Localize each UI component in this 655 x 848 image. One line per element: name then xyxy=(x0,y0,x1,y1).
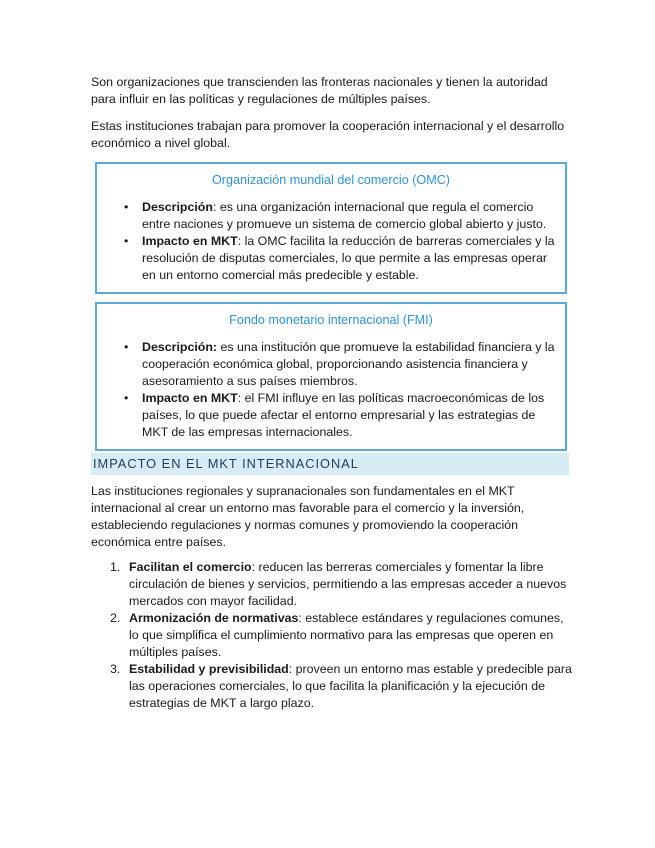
bullet-icon: • xyxy=(124,340,129,354)
list-number: 1. xyxy=(110,560,121,574)
item-text: es una institución que promueve la estabilidad financiera y la cooperación económica global, proporcionando asistencia financiera y asesoramiento a sus países miembros. xyxy=(142,340,555,388)
impact-numbered-list xyxy=(91,559,573,712)
list-item xyxy=(91,661,573,712)
intro-paragraph-2: Estas instituciones trabajan para promover la cooperación internacional y el desarrollo económico a nivel global. xyxy=(91,119,565,150)
bullet-icon: • xyxy=(124,200,129,214)
omc-box-title: Organización mundial del comercio (OMC) xyxy=(212,173,450,187)
omc-box xyxy=(95,162,567,294)
list-item xyxy=(91,610,573,661)
list-number: 2. xyxy=(110,611,121,625)
bullet-icon: • xyxy=(124,391,129,405)
list-number: 3. xyxy=(110,662,121,676)
bullet-icon: • xyxy=(124,234,129,248)
item-label: Descripción: xyxy=(142,340,218,354)
omc-impact-item xyxy=(107,233,555,284)
fmi-bullet-list xyxy=(107,339,555,441)
item-text: : la OMC facilita la reducción de barreras comerciales y la resolución de disputas comerciales, lo que permite a las empresas operar en un entorno comercial más predecible y estable. xyxy=(142,234,555,282)
item-text: : reducen las berreras comerciales y fomentar la libre circulación de bienes y servicios, permitiendo a las empresas acceder a nuevos mercados con mayor facilidad. xyxy=(129,560,567,608)
fmi-impact-item xyxy=(107,390,555,441)
omc-description-item xyxy=(107,199,555,233)
fmi-box xyxy=(95,302,567,451)
item-label: Descripción xyxy=(142,200,213,214)
list-item xyxy=(91,559,573,610)
fmi-box-title: Fondo monetario internacional (FMI) xyxy=(229,313,433,327)
intro-paragraph-1: Son organizaciones que transcienden las fronteras nacionales y tienen la autoridad para influir en las políticas y regulaciones de múltiples países. xyxy=(91,75,548,106)
item-label: Impacto en MKT xyxy=(142,234,238,248)
item-label: Impacto en MKT xyxy=(142,391,238,405)
item-text: : establece estándares y regulaciones comunes, lo que simplifica el cumplimiento normativo para las empresas que operen en múltiples países. xyxy=(129,611,564,659)
item-text: : el FMI influye en las políticas macroeconómicas de los países, lo que puede afectar el entorno empresarial y las estrategias de MKT de las empresas internacionales. xyxy=(142,391,545,439)
section-heading: IMPACTO EN EL MKT INTERNACIONAL xyxy=(91,453,569,475)
item-label: Armonización de normativas xyxy=(129,611,299,625)
item-text: : es una organización internacional que regula el comercio entre naciones y promueve un sistema de comercio global abierto y justo. xyxy=(142,200,547,231)
omc-bullet-list xyxy=(107,199,555,284)
item-label: Estabilidad y previsibilidad xyxy=(129,662,289,676)
item-label: Facilitan el comercio xyxy=(129,560,252,574)
section-body-paragraph: Las instituciones regionales y supranacionales son fundamentales en el MKT internacional al crear un entorno mas favorable para el comercio y la inversión, estableciendo regulaciones y normas comunes y promoviendo la cooperación económica entre países. xyxy=(91,484,525,549)
fmi-description-item xyxy=(107,339,555,390)
item-text: : proveen un entorno mas estable y predecible para las operaciones comerciales, lo que facilita la planificación y la ejecución de estrategias de MKT a largo plazo. xyxy=(129,662,572,710)
document-page xyxy=(91,74,573,712)
